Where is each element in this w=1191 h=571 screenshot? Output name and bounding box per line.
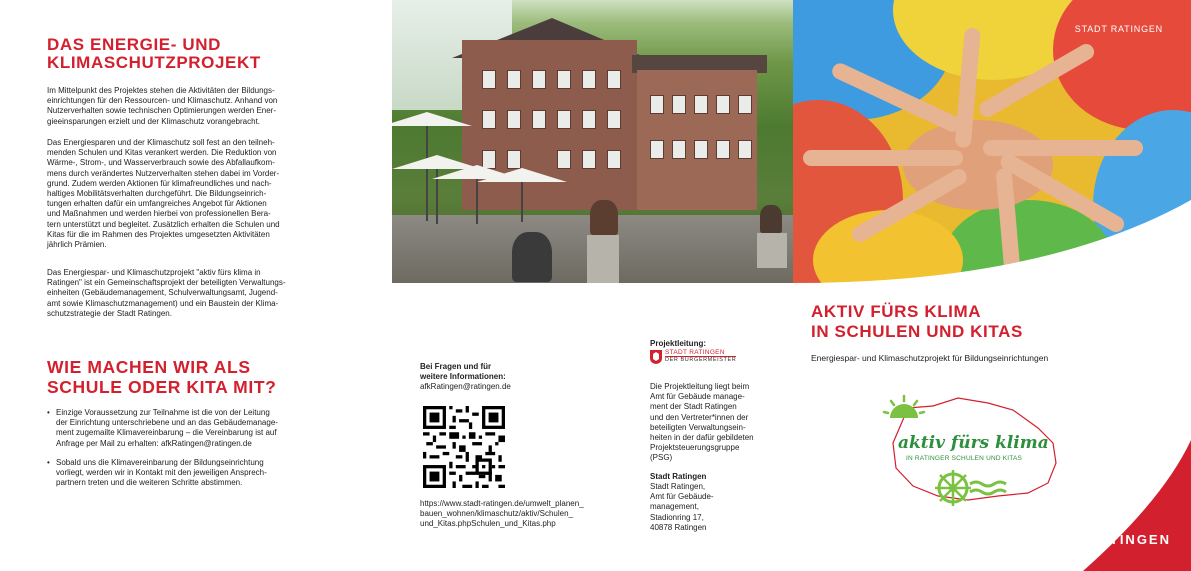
logo-sub-text: DER BÜRGERMEISTER [665,357,737,363]
water-wheel-icon [935,470,971,506]
qr-code[interactable] [423,406,505,488]
ratingen-wordmark: RATINGEN [1088,532,1171,547]
ratingen-crest-icon [1105,514,1123,534]
subtitle: Energiespar- und Klimaschutzprojekt für Bildungseinrichtungen [811,353,1049,363]
bullet-item: • Sobald uns die Klimavereinbarung der Bildungseinrichtung vorliegt, werden wir in Kontakt mit den jeweiligen Ansprech- partnern treten und die weiteren Schritte abstimmen. [47,458,367,489]
logo-main-text: STADT RATINGEN [665,349,725,356]
info-email[interactable]: afkRatingen@ratingen.de [420,382,511,391]
address: Stadt Ratingen, Amt für Gebäude- management, Stadionring 17, 40878 Ratingen [650,482,714,532]
address-title: Stadt Ratingen [650,472,707,481]
stadt-ratingen-wordmark: STADT RATINGEN [1074,24,1163,34]
building-photo [392,0,793,283]
aktiv-fuers-klima-logo [878,388,1078,518]
logo-tagline: IN RATINGER SCHULEN UND KITAS [906,455,1023,462]
info-title: Bei Fragen und für weitere Informationen: [420,362,506,381]
bullet-list [47,408,367,497]
paragraph-3: Das Energiespar- und Klimaschutzprojekt "aktiv fürs klima in Ratingen" ist ein Gemeinschaftsprojekt der beteiligten Verwaltungs- einheiten (Gebäudemanagement, Schulverwaltungsamt, Jugend- amt sowie Klimaschutzmanagement) und ein Baustein der Klima- schutzstrategie der Stadt Ratingen. [47,268,286,318]
paragraph-2: Das Energiesparen und der Klimaschutz soll fest an den teilneh- menden Schulen und Kitas verankert werden. Die Reduktion von Wärme-, Strom-, und Wasserverbrauch sowie des Abfallaufkom- mens durch verändertes Nutzerverhalten stehen dabei im Vorder- grund. Zudem werden Aktionen für klimafreundliches und nach- haltiges Mobilitätsverhalten durchgeführt. Die Bildungseinrich- tungen erhalten dafür ein umfangreiches Angebot für Aktionen und Maßnahmen und werden hierbei von professionellen Bera- tern unterstützt und begleitet. Zusätzlich erhalten die Schulen und Kitas für die im Rahmen des Projektes umgesetzten Aktivitäten jährlich Prämien. [47,138,280,250]
panel-left [0,0,392,571]
project-lead-label: Projektleitung: [650,339,707,348]
paragraph-1: Im Mittelpunkt des Projektes stehen die Aktivitäten der Bildungs- einrichtungen für den Ressourcen- und Klimaschutz. Anhand von Nutzerverhalten sowie technischen Optimierungen werden Ener- gieeinsparungen erzielt und der Klimaschutz vorangebracht. [47,86,278,126]
panel-middle [392,0,793,571]
stadt-ratingen-logo [650,349,736,364]
heading-how-to-join: WIE MACHEN WIR ALS SCHULE ODER KITA MIT? [47,357,277,397]
heading-energy-project: DAS ENERGIE- UND KLIMASCHUTZPROJEKT [47,35,261,72]
logo-wordmark: aktiv fürs klima [898,433,1049,453]
panel-right [793,0,1191,571]
title-heading: AKTIV FÜRS KLIMA IN SCHULEN UND KITAS [811,302,1023,341]
project-lead-text: Die Projektleitung liegt beim Amt für Gebäude manage- ment der Stadt Ratingen und den Vertreter*innen der beteiligten Verwaltungsein- heiten in der dafür gebildeten Projektsteuerungsgruppe (PSG) [650,382,754,463]
city-crest-icon [650,350,662,364]
bullet-item: • Einzige Voraussetzung zur Teilnahme ist die von der Leitung der Einrichtung unterschriebene und an das Gebäudemanage- ment zugemailte Klimavereinbarung – die Vereinbarung ist auf Anfrage per Mail zu erhalten: afkRatingen@ratingen.de [47,408,367,449]
info-url[interactable]: https://www.stadt-ratingen.de/umwelt_planen_ bauen_wohnen/klimaschutz/aktiv/Schulen_ und_Kitas.phpSchulen_und_Kitas.php [420,499,584,529]
